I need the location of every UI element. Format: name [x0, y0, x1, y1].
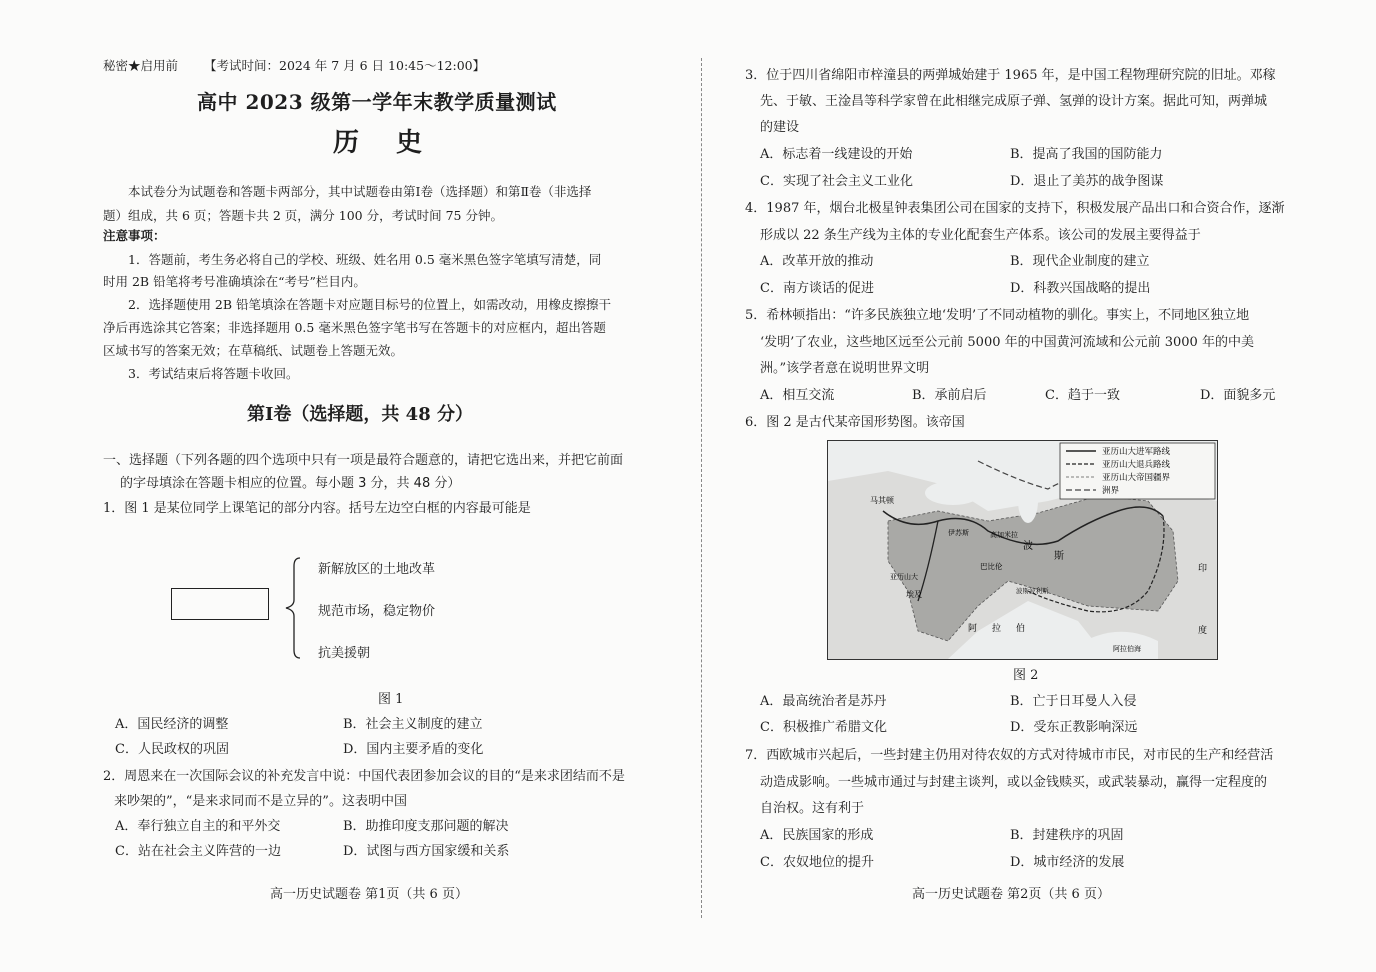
- label-issus: 伊苏斯: [948, 529, 969, 537]
- q7-stem-1: 7．西欧城市兴起后，一些封建主仍用对待农奴的方式对待城市市民，对市民的生产和经营活: [745, 748, 1274, 763]
- caspian-sea: [1018, 479, 1038, 523]
- q5-option-b: B．承前启后: [912, 388, 987, 403]
- page-divider: [701, 58, 702, 918]
- note-3: 3．考试结束后将答题卡收回。: [128, 366, 299, 381]
- fig1-caption: 图 1: [378, 692, 404, 707]
- q3-option-b: B．提高了我国的国防能力: [1010, 147, 1163, 162]
- label-persepolis: 波斯波利斯: [1016, 587, 1049, 595]
- q5-option-c: C．趋于一致: [1045, 388, 1120, 403]
- label-persia-1: 波: [1023, 541, 1033, 552]
- label-persia-2: 斯: [1054, 551, 1064, 562]
- intro-line-2: 题）组成，共 6 页；答题卡共 2 页，满分 100 分，考试时间 75 分钟。: [103, 208, 503, 223]
- empire-map: [827, 440, 1218, 660]
- q4-stem-1: 4．1987 年，烟台北极星钟表集团公司在国家的支持下，积极发展产品出口和合资合作，逐渐: [745, 201, 1285, 216]
- q3-option-d: D．退止了美苏的战争图谋: [1010, 174, 1164, 189]
- brace-icon: [282, 556, 302, 660]
- q2-option-d: D．试图与西方国家缓和关系: [343, 844, 510, 859]
- blank-answer-box: [171, 588, 269, 620]
- q1-option-a: A．国民经济的调整: [115, 717, 229, 732]
- section-instr-2: 的字母填涂在答题卡相应的位置。每小题 3 分，共 48 分）: [120, 476, 461, 491]
- q5-option-d: D．面貌多元: [1200, 388, 1276, 403]
- q2-stem-1: 2．周恩来在一次国际会议的补充发言中说：中国代表团参加会议的目的“是来求团结而不是: [103, 769, 625, 784]
- q4-stem-2: 形成以 22 条生产线为主体的专业化配套生产体系。该公司的发展主要得益于: [760, 228, 1201, 243]
- q7-option-b: B．封建秩序的巩固: [1010, 828, 1124, 843]
- legend-advance: 亚历山大进军路线: [1102, 447, 1171, 457]
- legend-continent: 洲界: [1102, 486, 1120, 496]
- label-egypt: 埃及: [906, 590, 922, 599]
- q2-stem-2: 来吵架的”，“是来求同而不是立异的”。这表明中国: [114, 794, 407, 809]
- page-footer-left: 高一历史试题卷 第1页（共 6 页）: [270, 887, 468, 902]
- label-india-2: 度: [1198, 626, 1208, 636]
- intro-line-1: 本试卷分为试题卷和答题卡两部分，其中试题卷由第Ⅰ卷（选择题）和第Ⅱ卷（非选择: [128, 184, 592, 199]
- fig1-item-1: 新解放区的土地改革: [318, 562, 436, 577]
- black-sea: [925, 481, 981, 505]
- q2-option-a: A．奉行独立自主的和平外交: [115, 819, 281, 834]
- note-1a: 1．答题前，考生务必将自己的学校、班级、姓名用 0.5 毫米黑色签字笔填写清楚，同: [128, 252, 602, 267]
- q6-option-a: A．最高统治者是苏丹: [760, 694, 887, 709]
- note-2b: 净后再选涂其它答案；非选择题用 0.5 毫米黑色签字笔书写在答题卡的对应框内，超出答题: [103, 320, 606, 335]
- exam-time: 【考试时间：2024 年 7 月 6 日 10:45～12:00】: [204, 58, 486, 73]
- subject-title: 历 史: [333, 128, 437, 158]
- q7-stem-3: 自治权。这有利于: [760, 801, 865, 816]
- q7-option-a: A．民族国家的形成: [760, 828, 874, 843]
- q4-option-d: D．科教兴国战略的提出: [1010, 281, 1151, 296]
- q4-option-a: A．改革开放的推动: [760, 254, 874, 269]
- q7-option-d: D．城市经济的发展: [1010, 855, 1125, 870]
- fig1-item-2: 规范市场，稳定物价: [318, 604, 436, 619]
- q1-option-c: C．人民政权的巩固: [115, 742, 229, 757]
- q6-stem: 6．图 2 是古代某帝国形势图。该帝国: [745, 415, 965, 430]
- label-arabia-3: 伯: [1016, 624, 1026, 634]
- q6-option-d: D．受东正教影响深远: [1010, 720, 1138, 735]
- q4-option-c: C．南方谈话的促进: [760, 281, 874, 296]
- q3-stem-2: 先、于敏、王淦昌等科学家曾在此相继完成原子弹、氢弹的设计方案。据此可知，两弹城: [760, 94, 1268, 109]
- note-1b: 时用 2B 铅笔将考号准确填涂在“考号”栏目内。: [103, 274, 366, 289]
- q1-stem: 1．图 1 是某位同学上课笔记的部分内容。括号左边空白框的内容最可能是: [103, 501, 531, 516]
- label-india-1: 印: [1198, 564, 1208, 574]
- q3-option-a: A．标志着一线建设的开始: [760, 147, 913, 162]
- legend-retreat: 亚历山大退兵路线: [1102, 460, 1171, 470]
- q3-option-c: C．实现了社会主义工业化: [760, 174, 913, 189]
- label-arabia-2: 拉: [992, 624, 1002, 634]
- label-arabian-sea: 阿拉伯海: [1113, 645, 1141, 653]
- q6-option-c: C．积极推广希腊文化: [760, 720, 887, 735]
- q5-stem-2: ‘发明’了农业，这些地区远至公元前 5000 年的中国黄河流域和公元前 3000 年的中美: [760, 335, 1254, 350]
- q2-option-b: B．助推印度支那问题的解决: [343, 819, 509, 834]
- fig2-caption: 图 2: [1013, 668, 1039, 683]
- q6-option-b: B．亡于日耳曼人入侵: [1010, 694, 1137, 709]
- q1-option-d: D．国内主要矛盾的变化: [343, 742, 484, 757]
- note-2a: 2．选择题使用 2B 铅笔填涂在答题卡对应题目标号的位置上，如需改动，用橡皮擦擦干: [128, 297, 612, 312]
- exam-title: 高中 2023 级第一学年末教学质量测试: [197, 90, 557, 114]
- fig1-item-3: 抗美援朝: [318, 646, 371, 661]
- q7-option-c: C．农奴地位的提升: [760, 855, 874, 870]
- q7-stem-2: 动造成影响。一些城市通过与封建主谈判，或以金钱赎买，或武装暴动，赢得一定程度的: [760, 775, 1268, 790]
- q3-stem-3: 的建设: [760, 120, 800, 135]
- notes-title: 注意事项：: [103, 228, 166, 243]
- q1-option-b: B．社会主义制度的建立: [343, 717, 483, 732]
- note-2c: 区域书写的答案无效；在草稿纸、试题卷上答题无效。: [103, 343, 404, 358]
- section-title: 第Ⅰ卷（选择题，共 48 分）: [247, 404, 474, 425]
- label-alexandria: 亚历山大: [890, 573, 918, 581]
- q4-option-b: B．现代企业制度的建立: [1010, 254, 1150, 269]
- label-babylon: 巴比伦: [980, 562, 1003, 571]
- section-instr-1: 一、选择题（下列各题的四个选项中只有一项是最符合题意的，请把它选出来，并把它前面: [103, 453, 624, 468]
- label-gaugamela: 高加米拉: [990, 531, 1018, 539]
- q3-stem-1: 3．位于四川省绵阳市梓潼县的两弹城始建于 1965 年，是中国工程物理研究院的旧址。邓稼: [745, 68, 1276, 83]
- q2-option-c: C．站在社会主义阵营的一边: [115, 844, 281, 859]
- q5-stem-3: 洲。”该学者意在说明世界文明: [760, 361, 930, 376]
- label-arabia-1: 阿: [968, 624, 978, 634]
- legend-border: 亚历山大帝国疆界: [1102, 473, 1171, 483]
- q5-option-a: A．相互交流: [760, 388, 835, 403]
- map-drawing: [828, 441, 1217, 659]
- secret-label: 秘密★启用前: [103, 58, 179, 73]
- q5-stem-1: 5．希林顿指出：“许多民族独立地‘发明’了不同动植物的驯化。事实上，不同地区独立地: [745, 308, 1250, 323]
- page-footer-right: 高一历史试题卷 第2页（共 6 页）: [912, 887, 1110, 902]
- label-macedonia: 马其顿: [870, 496, 894, 505]
